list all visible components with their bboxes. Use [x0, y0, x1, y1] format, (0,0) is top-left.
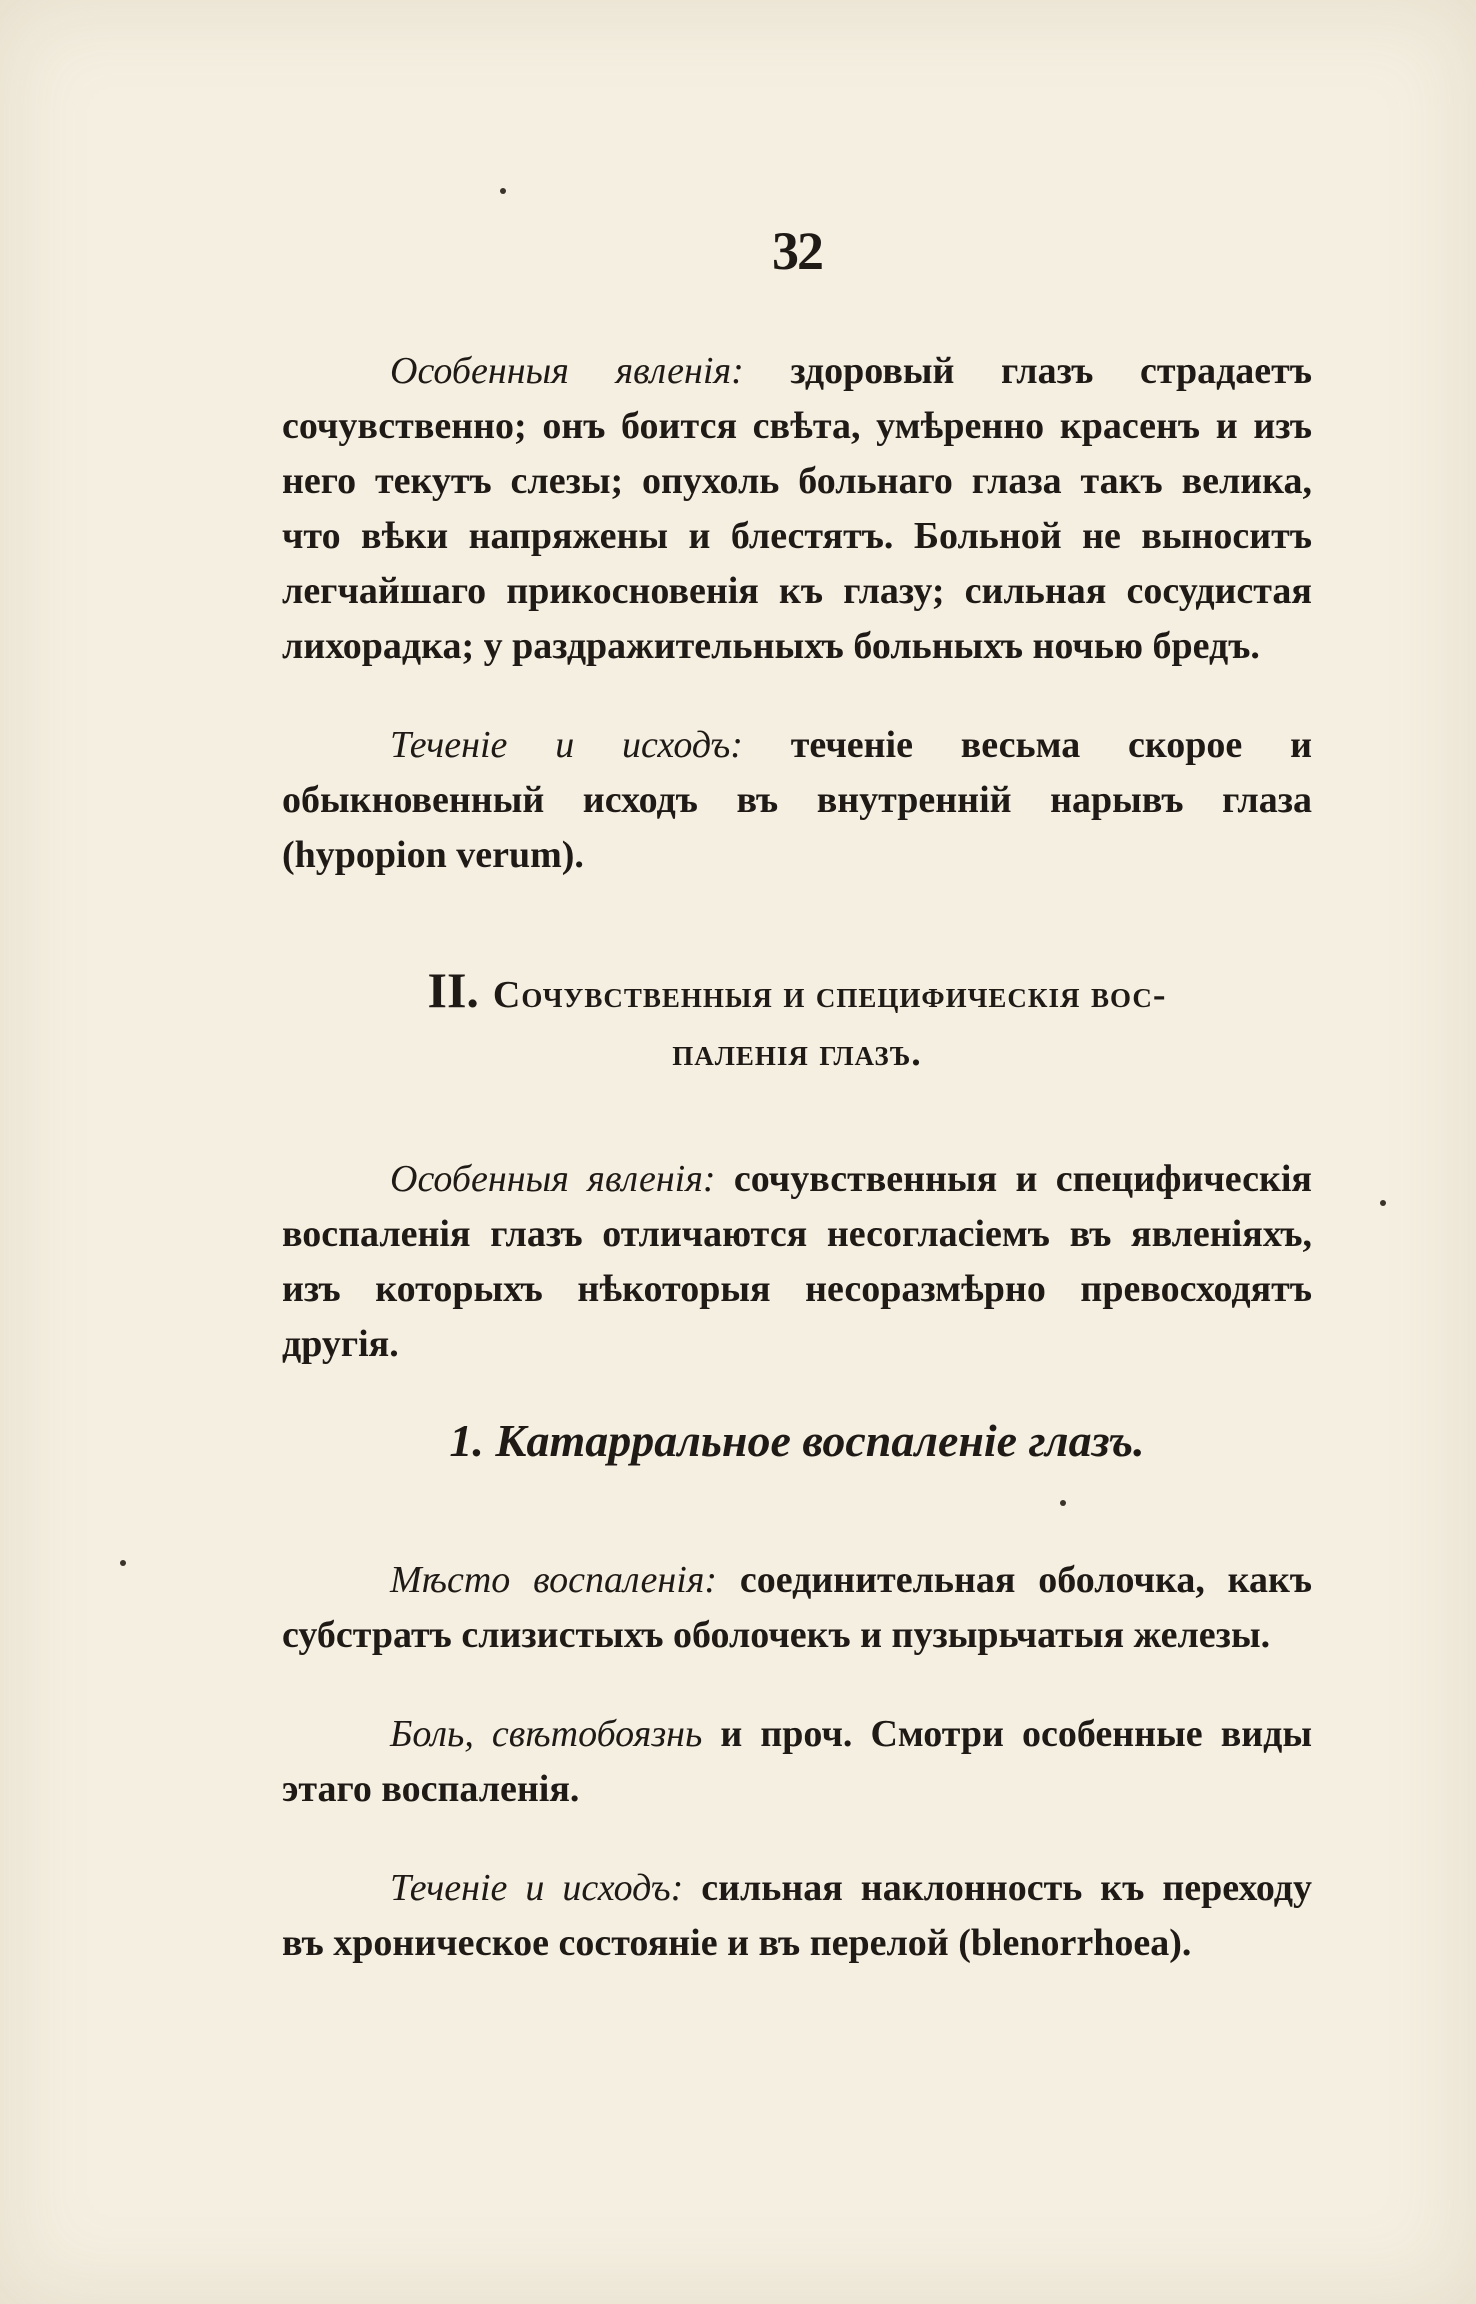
page-text	[282, 220, 1312, 1971]
section-heading-line-1	[282, 961, 1312, 1024]
speck	[500, 188, 506, 194]
subsection-paragraph-2-text: и проч. Смотри особенные виды этаго воспаленія.	[282, 1713, 1312, 1810]
section-paragraph-lead: Особенныя явленія:	[390, 1158, 716, 1200]
subsection-paragraph-1-lead: Мѣсто воспаленія:	[390, 1559, 718, 1601]
paragraph-1-text: здоровый глазъ страдаетъ сочувственно; онъ боится свѣта, умѣренно красенъ и изъ него текутъ слезы; опухоль больнаго глаза такъ велика, что вѣки напряжены и блестятъ. Больной не выноситъ легчайшаго прикосновенія къ глазу; сильная сосудистая лихорадка; у раздражительныхъ больныхъ ночью бредъ.	[282, 350, 1312, 667]
page-number: 32	[772, 221, 822, 281]
subsection-paragraph-3	[282, 1861, 1312, 1971]
paragraph-2-text: теченіе весьма скорое и обыкновенный исходъ въ внутренній нарывъ глаза (hypopion verum).	[282, 724, 1312, 876]
subsection-paragraph-1-text: соединительная оболочка, какъ субстратъ слизистыхъ оболочекъ и пузырьчатыя железы.	[282, 1559, 1312, 1656]
subsection-paragraph-1	[282, 1553, 1312, 1663]
section-title-line-2: паленія глазъ.	[672, 1032, 922, 1074]
paragraph-2	[282, 718, 1312, 883]
paragraph-1-lead: Особенныя явленія:	[390, 350, 744, 392]
section-paragraph	[282, 1152, 1312, 1372]
subsection-paragraph-3-lead: Теченіе и исходъ:	[390, 1867, 684, 1909]
speck	[120, 1560, 126, 1566]
section-numeral: II.	[427, 962, 479, 1018]
subsection-paragraph-3-text: сильная наклонность къ переходу въ хроническое состояніе и въ перелой (blenorrhoea).	[282, 1867, 1313, 1964]
subsection-paragraph-2	[282, 1707, 1312, 1817]
section-heading	[282, 961, 1312, 1082]
section-paragraph-text: сочувственныя и специфическія воспаленія глазъ отличаются несогласіемъ въ явленіяхъ, изъ которыхъ нѣкоторыя несоразмѣрно превосходятъ другія.	[282, 1158, 1312, 1365]
paragraph-2-lead: Теченіе и исходъ:	[390, 724, 743, 766]
section-title-line-1: Сочувственныя и специфическія вос-	[492, 974, 1167, 1016]
paragraph-1	[282, 344, 1312, 674]
subsection-paragraph-2-lead: Боль, свѣтобоязнь	[390, 1713, 703, 1755]
subsection-heading: 1. Катарральное воспаленіе глазъ.	[449, 1415, 1145, 1466]
speck	[1380, 1200, 1386, 1206]
